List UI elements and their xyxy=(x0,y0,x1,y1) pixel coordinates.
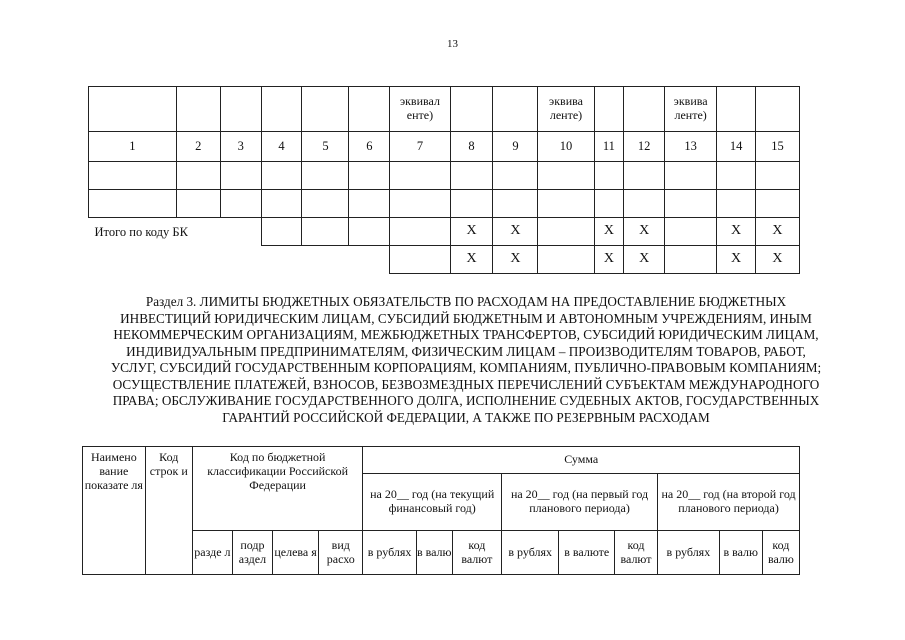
header-cell xyxy=(302,87,349,132)
section-title-line: Раздел 3. ЛИМИТЫ БЮДЖЕТНЫХ ОБЯЗАТЕЛЬСТВ ПО РАСХОДАМ НА ПРЕДОСТАВЛЕНИЕ БЮДЖЕТНЫХ xyxy=(145,294,787,309)
section-title-line: ОСУЩЕСТВЛЕНИЕ ПЛАТЕЖЕЙ, ВЗНОСОВ, БЕЗВОЗМЕЗДНЫХ ПЕРЕЧИСЛЕНИЙ СУБЪЕКТАМ МЕЖДУНАРОДНОГО xyxy=(112,376,820,392)
table-cell xyxy=(349,190,390,218)
x-mark: X xyxy=(493,246,538,274)
rubles-header: в рублях xyxy=(363,531,416,575)
rubles-header: в рублях xyxy=(501,531,559,575)
limits-table xyxy=(82,446,800,575)
header-cell xyxy=(261,87,302,132)
section-title xyxy=(60,294,872,426)
section-title-line: НЕКОММЕРЧЕСКИМ ОРГАНИЗАЦИЯМ, МЕЖБЮДЖЕТНЫХ ТРАНСФЕРТОВ, СУБСИДИЙ ЮРИДИЧЕСКИМ ЛИЦАМ, xyxy=(113,327,819,342)
x-mark: X xyxy=(717,246,756,274)
currency-header: в валю xyxy=(416,531,452,575)
section-title-line: ПРАВА; ОБСЛУЖИВАНИЕ ГОСУДАРСТВЕННОГО ДОЛГА, ИСПОЛНЕНИЕ СУДЕБНЫХ АКТОВ, ГОСУДАРСТВЕННЫХ xyxy=(112,393,820,408)
table-cell xyxy=(665,190,717,218)
table-cell xyxy=(538,246,594,274)
x-mark: X xyxy=(717,218,756,246)
column-number: 5 xyxy=(302,132,349,162)
table-cell xyxy=(717,162,756,190)
table-cell xyxy=(349,218,390,246)
table-cell xyxy=(220,190,261,218)
x-mark: X xyxy=(450,218,493,246)
table-cell xyxy=(624,190,665,218)
x-mark: X xyxy=(624,246,665,274)
blank-cell xyxy=(302,246,349,274)
table-row xyxy=(89,162,800,190)
header-cell xyxy=(220,87,261,132)
x-mark: X xyxy=(594,246,624,274)
column-number: 12 xyxy=(624,132,665,162)
blank-cell xyxy=(176,246,220,274)
table-cell xyxy=(538,218,594,246)
x-mark: X xyxy=(755,218,799,246)
currency-code-header: код валют xyxy=(614,531,657,575)
column-number: 7 xyxy=(390,132,450,162)
period-second-plan-header: на 20__ год (на второй год планового периода) xyxy=(658,474,800,531)
x-mark: X xyxy=(594,218,624,246)
table-cell xyxy=(450,190,493,218)
subsection-code-header: подр аздел xyxy=(232,531,272,575)
table-cell xyxy=(89,190,177,218)
column-number: 13 xyxy=(665,132,717,162)
table-cell xyxy=(220,162,261,190)
header-cell xyxy=(755,87,799,132)
table-cell xyxy=(665,246,717,274)
column-number: 2 xyxy=(176,132,220,162)
table-cell xyxy=(302,190,349,218)
top-table xyxy=(88,86,800,274)
currency-code-header: код валют xyxy=(452,531,501,575)
header-cell xyxy=(349,87,390,132)
sum-header: Сумма xyxy=(363,447,800,474)
blank-cell xyxy=(261,246,302,274)
x-mark: X xyxy=(450,246,493,274)
currency-code-header: код валю xyxy=(762,531,799,575)
table-cell xyxy=(538,190,594,218)
page-number: 13 xyxy=(447,38,458,50)
table-cell xyxy=(594,190,624,218)
blank-cell xyxy=(220,246,261,274)
header-cell xyxy=(493,87,538,132)
expense-type-header: вид расхо xyxy=(319,531,363,575)
table-cell xyxy=(665,218,717,246)
table-cell xyxy=(450,162,493,190)
header-cell: эквива ленте) xyxy=(665,87,717,132)
table-cell xyxy=(261,162,302,190)
table-cell xyxy=(755,162,799,190)
header-cell: эквивал енте) xyxy=(390,87,450,132)
header-cell: эквива ленте) xyxy=(538,87,594,132)
itogo-label: Итого по коду БК xyxy=(94,224,188,239)
column-number: 9 xyxy=(493,132,538,162)
table-cell xyxy=(390,162,450,190)
table-cell xyxy=(493,162,538,190)
x-mark: X xyxy=(493,218,538,246)
header-cell xyxy=(717,87,756,132)
table-cell xyxy=(493,190,538,218)
section-code-header: разде л xyxy=(192,531,232,575)
table-row xyxy=(89,190,800,218)
header-cell xyxy=(176,87,220,132)
rubles-header: в рублях xyxy=(658,531,720,575)
table-cell xyxy=(176,162,220,190)
column-number: 14 xyxy=(717,132,756,162)
header-cell xyxy=(594,87,624,132)
column-number: 11 xyxy=(594,132,624,162)
total-row xyxy=(89,246,800,274)
itogo-row xyxy=(89,218,800,246)
table-cell xyxy=(302,218,349,246)
table-cell xyxy=(89,162,177,190)
period-current-header: на 20__ год (на текущий финансовый год) xyxy=(363,474,502,531)
header-row xyxy=(89,87,800,132)
blank-cell xyxy=(89,246,177,274)
section-title-line: ИНДИВИДУАЛЬНЫМ ПРЕДПРИНИМАТЕЛЯМ, ФИЗИЧЕСКИМ ЛИЦАМ – ПРОИЗВОДИТЕЛЯМ ТОВАРОВ, РАБОТ, xyxy=(126,343,806,359)
currency-header: в валюте xyxy=(559,531,614,575)
table-cell xyxy=(261,190,302,218)
table-cell xyxy=(390,190,450,218)
x-mark: X xyxy=(755,246,799,274)
table-cell xyxy=(717,190,756,218)
column-number: 3 xyxy=(220,132,261,162)
table-cell xyxy=(390,218,450,246)
column-number: 6 xyxy=(349,132,390,162)
header-cell xyxy=(450,87,493,132)
blank-cell xyxy=(349,246,390,274)
target-article-header: целева я xyxy=(272,531,318,575)
table-cell xyxy=(176,190,220,218)
table-cell xyxy=(624,162,665,190)
period-first-plan-header: на 20__ год (на первый год планового периода) xyxy=(501,474,657,531)
section-title-line: ГАРАНТИЙ РОССИЙСКОЙ ФЕДЕРАЦИИ, А ТАКЖЕ ПО РЕЗЕРВНЫМ РАСХОДАМ xyxy=(222,409,710,425)
currency-header: в валю xyxy=(719,531,762,575)
column-number-row xyxy=(89,132,800,162)
column-number: 1 xyxy=(89,132,177,162)
table-cell xyxy=(261,218,302,246)
x-mark: X xyxy=(624,218,665,246)
budget-classification-header: Код по бюджетной классификации Российской Федерации xyxy=(192,447,363,531)
column-number: 8 xyxy=(450,132,493,162)
table-cell xyxy=(302,162,349,190)
table-cell xyxy=(349,162,390,190)
section-title-line: ИНВЕСТИЦИЙ ЮРИДИЧЕСКИМ ЛИЦАМ, СУБСИДИЙ БЮДЖЕТНЫМ И АВТОНОМНЫМ УЧРЕЖДЕНИЯМ, ИНЫМ xyxy=(120,310,812,326)
column-number: 4 xyxy=(261,132,302,162)
row-code-header: Код строк и xyxy=(145,447,192,575)
indicator-name-header: Наимено вание показате ля xyxy=(83,447,146,575)
header-cell xyxy=(624,87,665,132)
column-number: 10 xyxy=(538,132,594,162)
table-cell xyxy=(665,162,717,190)
table-cell xyxy=(594,162,624,190)
table-cell xyxy=(755,190,799,218)
table-cell xyxy=(390,246,450,274)
column-number: 15 xyxy=(755,132,799,162)
table-cell xyxy=(538,162,594,190)
header-cell xyxy=(89,87,177,132)
section-title-line: УСЛУГ, СУБСИДИЙ ГОСУДАРСТВЕННЫМ КОРПОРАЦИЯМ, КОМПАНИЯМ, ПУБЛИЧНО-ПРАВОВЫМ КОМПАНИЯМ; xyxy=(110,360,822,375)
